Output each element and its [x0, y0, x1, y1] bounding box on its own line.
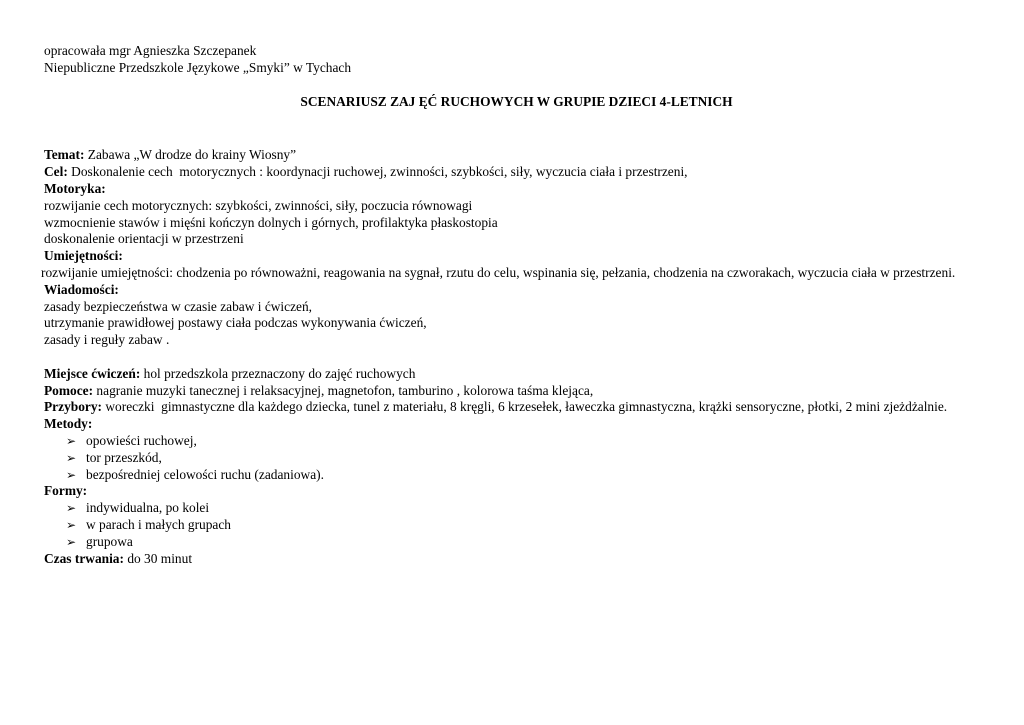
umiejetnosci-text: rozwijanie umiejętności: chodzenia po równoważni, reagowania na sygnał, rzutu do celu, wspinania się, pełzania, chodzenia na czworakach, wyczucia ciała w przestrzeni. — [41, 264, 956, 280]
temat-text: Zabawa „W drodze do krainy Wiosny” — [84, 147, 297, 163]
document-title: SCENARIUSZ ZAJ ĘĆ RUCHOWYCH W GRUPIE DZIECI 4-LETNICH — [300, 93, 733, 109]
motoryka-item: wzmocnienie stawów i mięśni kończyn dolnych i górnych, profilaktyka płaskostopia — [44, 214, 498, 230]
spacer — [44, 349, 989, 366]
motoryka-item: rozwijanie cech motorycznych: szybkości, zwinności, siły, poczucia równowagi — [44, 197, 473, 213]
metody-heading — [44, 416, 989, 433]
arrow-bullet-icon: ➢ — [66, 467, 77, 482]
motoryka-item: doskonalenie orientacji w przestrzeni — [44, 231, 244, 247]
umiejetnosci-heading — [44, 248, 989, 265]
arrow-bullet-icon: ➢ — [66, 450, 77, 465]
wiadomosci-item: zasady bezpieczeństwa w czasie zabaw i ćwiczeń, — [44, 298, 313, 314]
cel-line — [44, 164, 989, 181]
czas-label: Czas trwania: — [44, 550, 124, 566]
wiadomosci-heading — [44, 282, 989, 299]
umiejetnosci-label: Umiejętności: — [44, 248, 123, 264]
list-item-text: bezpośredniej celowości ruchu (zadaniowa). — [86, 466, 324, 482]
formy-label: Formy: — [44, 483, 88, 499]
list-item-text: tor przeszkód, — [86, 449, 162, 465]
school-line: Niepubliczne Przedszkole Językowe „Smyki” w Tychach — [44, 59, 352, 75]
przybory-line — [44, 399, 989, 416]
document-page — [41, 43, 989, 567]
list-item — [44, 467, 989, 484]
list-item-text: opowieści ruchowej, — [86, 432, 197, 448]
motoryka-label: Motoryka: — [44, 180, 106, 196]
przybory-text: woreczki gimnastyczne dla każdego dziecka, tunel z materiału, 8 kręgli, 6 krzesełek, ławeczka gimnastyczna, krążki sensoryczne, płotki, 2 mini zjeżdżalnie. — [102, 399, 948, 415]
przybory-label: Przybory: — [44, 399, 103, 415]
arrow-bullet-icon: ➢ — [66, 501, 77, 516]
miejsce-label: Miejsce ćwiczeń: — [44, 365, 141, 381]
pomoce-line — [44, 383, 989, 400]
list-item-text: w parach i małych grupach — [86, 516, 232, 532]
list-item — [44, 534, 989, 551]
czas-text: do 30 minut — [123, 550, 193, 566]
arrow-bullet-icon: ➢ — [66, 517, 77, 532]
list-item — [44, 433, 989, 450]
arrow-bullet-icon: ➢ — [66, 534, 77, 549]
arrow-bullet-icon: ➢ — [66, 433, 77, 448]
list-item-text: grupowa — [86, 533, 133, 549]
temat-line — [44, 147, 989, 164]
cel-text: Doskonalenie cech motorycznych : koordynacji ruchowej, zwinności, szybkości, siły, wyczucia ciała i przestrzeni, — [67, 164, 688, 180]
formy-list — [44, 500, 989, 550]
metody-label: Metody: — [44, 416, 93, 432]
pomoce-label: Pomoce: — [44, 382, 94, 398]
czas-line — [44, 551, 989, 568]
list-item — [44, 450, 989, 467]
wiadomosci-item: zasady i reguły zabaw . — [44, 332, 170, 348]
miejsce-text: hol przedszkola przeznaczony do zajęć ruchowych — [140, 365, 416, 381]
pomoce-text: nagranie muzyki tanecznej i relaksacyjnej, magnetofon, tamburino , kolorowa taśma klejąca, — [93, 382, 594, 398]
motoryka-heading — [44, 181, 989, 198]
wiadomosci-item: utrzymanie prawidłowej postawy ciała podczas wykonywania ćwiczeń, — [44, 315, 427, 331]
list-item — [44, 517, 989, 534]
author-line: opracowała mgr Agnieszka Szczepanek — [44, 43, 257, 58]
miejsce-line — [44, 366, 989, 383]
cel-label: Cel: — [44, 164, 68, 180]
temat-label: Temat: — [44, 147, 85, 163]
formy-heading — [44, 483, 989, 500]
metody-list — [44, 433, 989, 483]
list-item-text: indywidualna, po kolei — [86, 500, 210, 516]
wiadomosci-label: Wiadomości: — [44, 281, 119, 297]
list-item — [44, 500, 989, 517]
